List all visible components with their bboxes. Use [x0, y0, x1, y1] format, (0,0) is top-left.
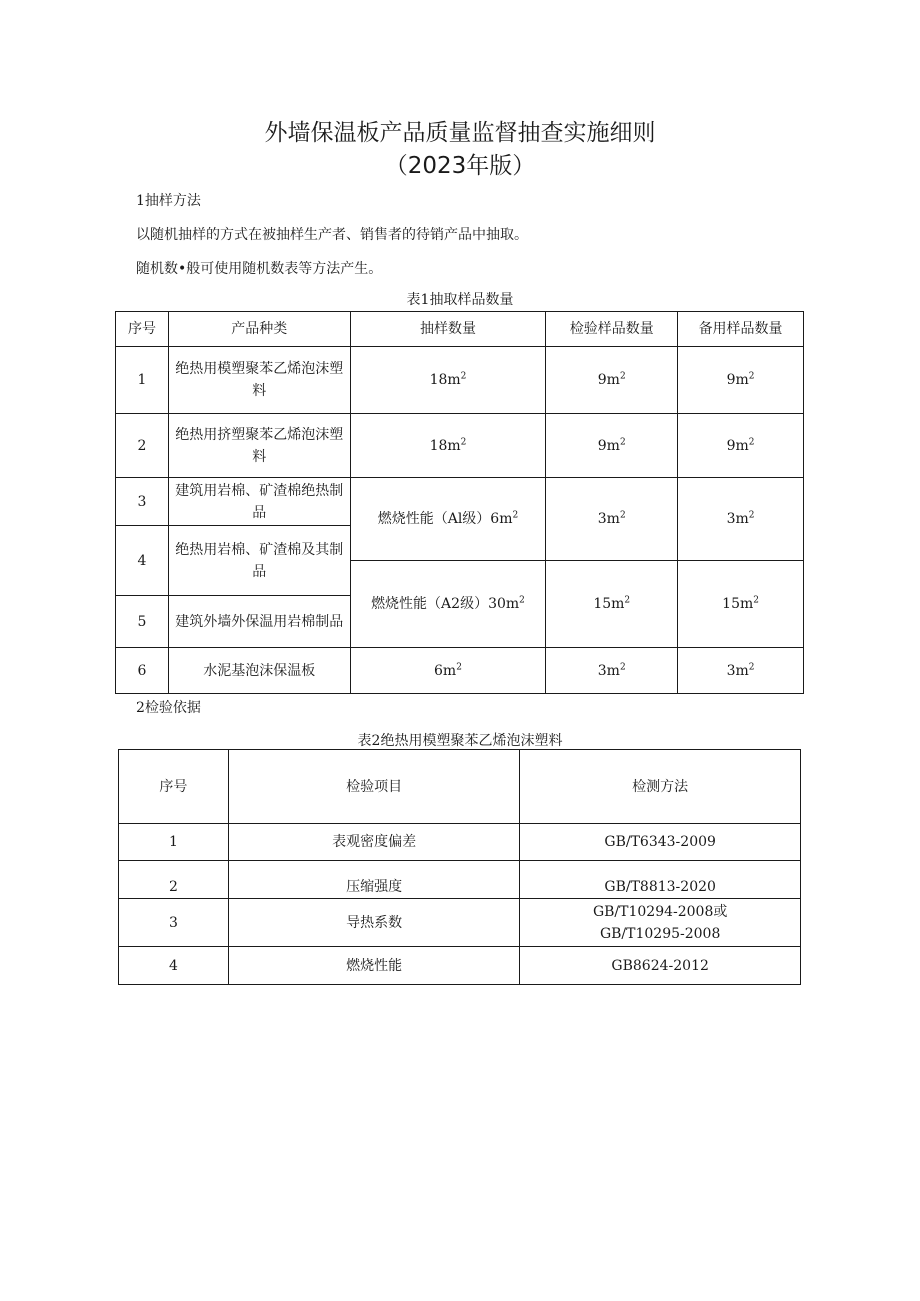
table-row	[116, 648, 804, 694]
product-type: 水泥基泡沫保温板	[168, 648, 350, 694]
inspection-item: 燃烧性能	[228, 947, 520, 985]
row-number: 2	[119, 861, 229, 899]
header-cell: 检测方法	[520, 750, 801, 824]
table1-caption: 表1抽取样品数量	[406, 292, 514, 308]
section-heading-basis: 2检验依据	[136, 700, 201, 716]
row-number: 1	[119, 824, 229, 861]
product-type: 建筑外墙外保温用岩棉制品	[168, 596, 350, 648]
sample-quantity: $18m^2$	[350, 414, 546, 478]
table-row	[119, 947, 801, 985]
header-cell: 备用样品数量	[678, 312, 804, 347]
test-method: GB/T6343-2009	[520, 824, 801, 861]
sampling-paragraph-1: 以随机抽样的方式在被抽样生产者、销售者的待销产品中抽取。	[136, 227, 528, 243]
test-sample-quantity: $9m^2$	[546, 414, 678, 478]
test-sample-quantity: $9m^2$	[546, 347, 678, 414]
table2-caption: 表2绝热用模塑聚苯乙烯泡沫塑料	[357, 733, 563, 749]
spare-sample-quantity-a2: $15m^2$	[678, 561, 804, 648]
row-number: 3	[119, 899, 229, 947]
header-cell: 序号	[116, 312, 169, 347]
row-number: 4	[119, 947, 229, 985]
row-number: 3	[116, 478, 169, 526]
row-number: 5	[116, 596, 169, 648]
table-header-row	[116, 312, 804, 347]
test-method-line: GB/T10294-2008或	[592, 903, 728, 920]
table-row	[116, 478, 804, 526]
table-row	[119, 824, 801, 861]
test-sample-quantity-a1: $3m^2$	[546, 478, 678, 561]
test-method: GB/T8813-2020	[520, 861, 801, 899]
sample-quantity: $6m^2$	[350, 648, 546, 694]
sample-quantity: $18m^2$	[350, 347, 546, 414]
sampling-quantity-table	[115, 311, 804, 694]
header-cell: 检验样品数量	[546, 312, 678, 347]
sample-quantity-a1: 燃烧性能（Al级）$6m^2$	[350, 478, 546, 561]
table-row	[116, 414, 804, 478]
sample-quantity-a2: 燃烧性能（A2级）$30m^2$	[350, 561, 546, 648]
test-sample-quantity: $3m^2$	[546, 648, 678, 694]
test-method: GB8624-2012	[520, 947, 801, 985]
document-title: 外墙保温板产品质量监督抽查实施细则	[264, 120, 656, 146]
inspection-basis-table	[118, 749, 801, 985]
inspection-item: 压缩强度	[228, 861, 520, 899]
sampling-paragraph-2: 随机数•般可使用随机数表等方法产生。	[136, 261, 383, 277]
row-number: 1	[116, 347, 169, 414]
row-number: 2	[116, 414, 169, 478]
product-type: 绝热用模塑聚苯乙烯泡沫塑料	[168, 347, 350, 414]
row-number: 4	[116, 526, 169, 596]
table-row	[116, 347, 804, 414]
inspection-item: 导热系数	[228, 899, 520, 947]
product-type: 绝热用岩棉、矿渣棉及其制品	[168, 526, 350, 596]
test-method	[520, 899, 801, 947]
test-sample-quantity-a2: $15m^2$	[546, 561, 678, 648]
product-type: 建筑用岩棉、矿渣棉绝热制品	[168, 478, 350, 526]
table-row	[119, 899, 801, 947]
document-edition: （2023年版）	[384, 153, 536, 179]
header-cell: 序号	[119, 750, 229, 824]
header-cell: 抽样数量	[350, 312, 546, 347]
spare-sample-quantity: $9m^2$	[678, 347, 804, 414]
spare-sample-quantity-a1: $3m^2$	[678, 478, 804, 561]
table-header-row	[119, 750, 801, 824]
header-cell: 产品种类	[168, 312, 350, 347]
test-method-line: GB/T10295-2008	[599, 925, 721, 942]
section-heading-sampling: 1抽样方法	[136, 193, 201, 209]
row-number: 6	[116, 648, 169, 694]
product-type: 绝热用挤塑聚苯乙烯泡沫塑料	[168, 414, 350, 478]
table-row	[119, 861, 801, 899]
inspection-item: 表观密度偏差	[228, 824, 520, 861]
spare-sample-quantity: $3m^2$	[678, 648, 804, 694]
spare-sample-quantity: $9m^2$	[678, 414, 804, 478]
header-cell: 检验项目	[228, 750, 520, 824]
